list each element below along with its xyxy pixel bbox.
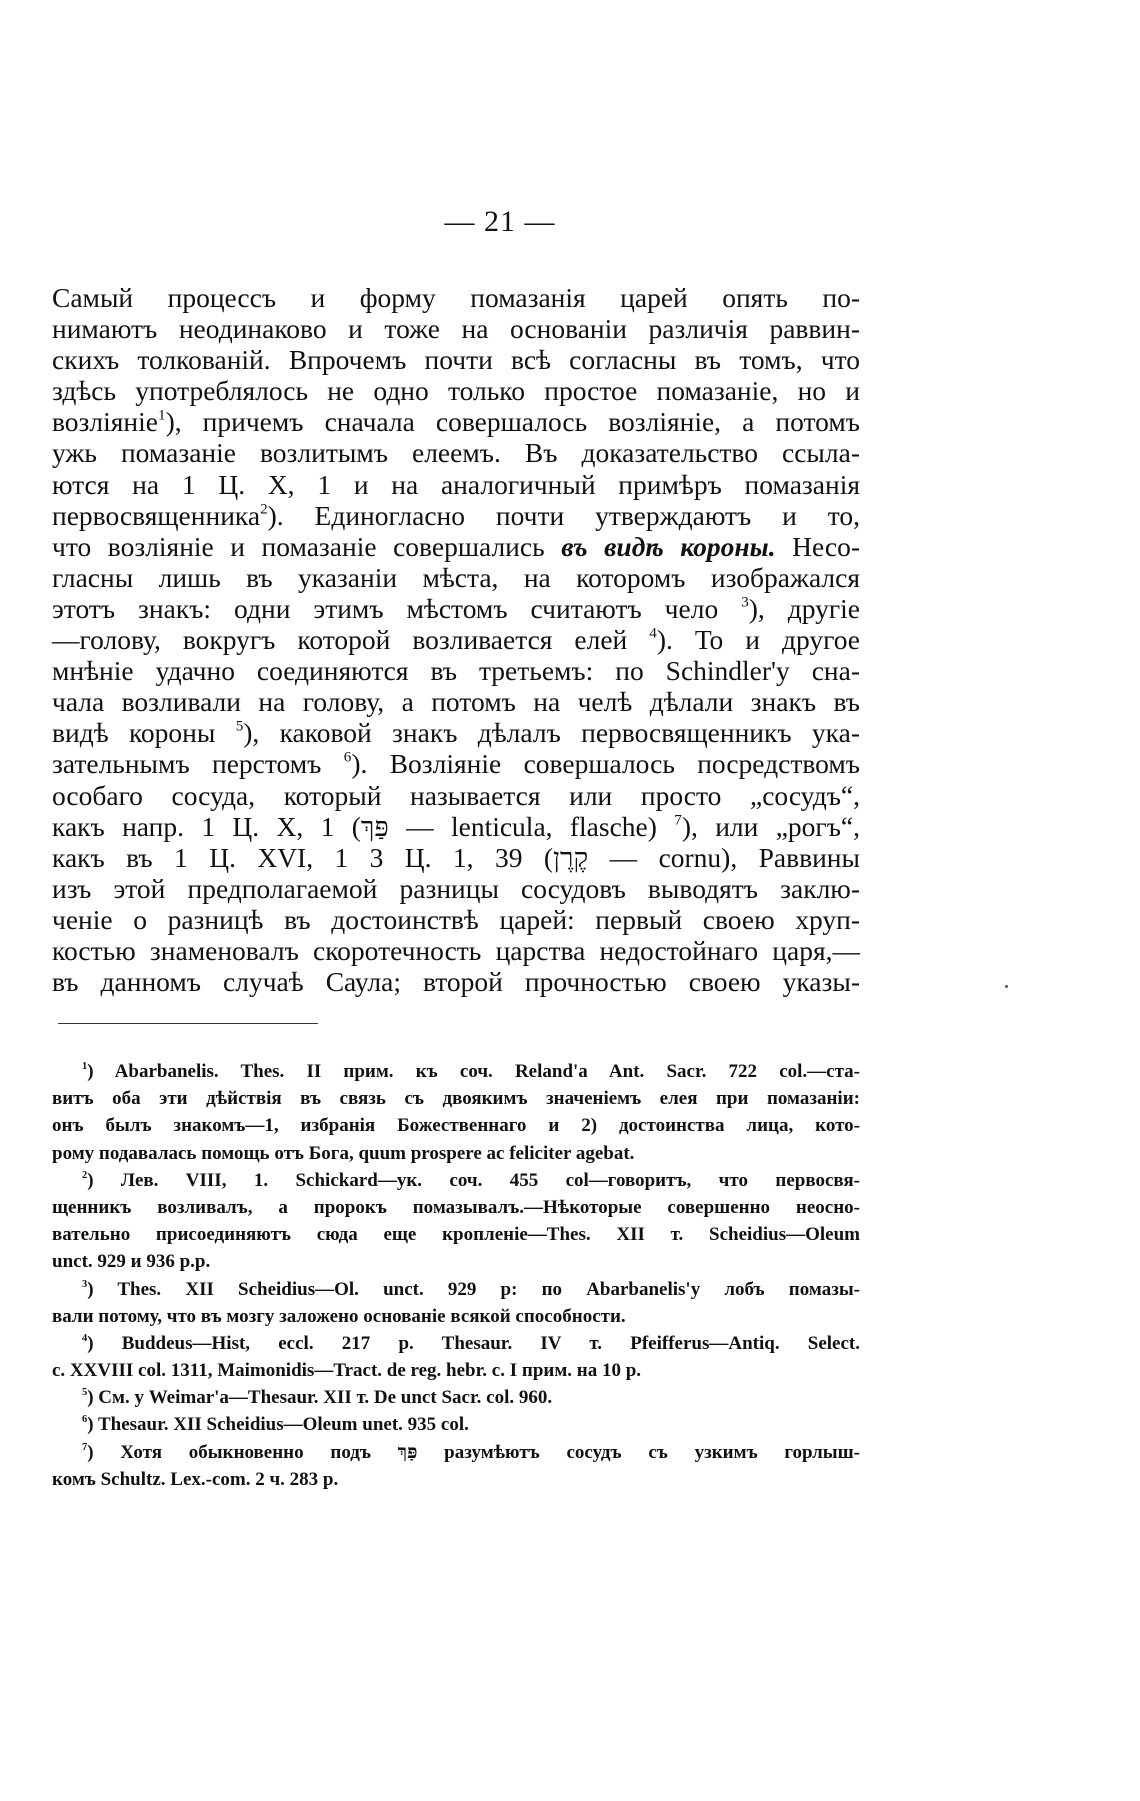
footnote-2 bbox=[52, 1167, 860, 1276]
text-line: какъ въ 1 Ц. XVI, 1 3 Ц. 1, 39 (קֶרֶן — cornu), Раввины bbox=[52, 841, 860, 873]
footnote-marker: 5 bbox=[82, 1387, 88, 1399]
footnote-line: $^6$) Thesaur. XII Scheidius—Oleum unet. 935 col. bbox=[82, 1414, 469, 1436]
footnote-line: онъ былъ знакомъ—1, избранія Божественнаго и 2) достоинства лица, кото- bbox=[52, 1115, 860, 1137]
main-text bbox=[52, 282, 860, 997]
text-line: скихъ толкованій. Впрочемъ почти всѣ согласны въ томъ, что bbox=[52, 344, 860, 376]
footnote-separator bbox=[58, 1023, 318, 1024]
footnote-ref: 7 bbox=[674, 812, 682, 829]
text-line: ченіе о разницѣ въ достоинствѣ царей: первый своею хруп- bbox=[52, 903, 860, 935]
text-line: нимаютъ неодинаково и тоже на основаніи различія раввин- bbox=[52, 313, 860, 345]
footnote-3 bbox=[52, 1276, 860, 1330]
footnote-7 bbox=[52, 1439, 860, 1493]
footnote-line: $^3$) Thes. XII Scheidius—Ol. unct. 929 p: по Abarbanelis'у лобъ помазы- bbox=[82, 1278, 860, 1300]
text-line: Самый процессъ и форму помазанія царей опять по- bbox=[52, 282, 860, 313]
footnote-line: unct. 929 и 936 p.p. bbox=[52, 1251, 211, 1273]
footnote-marker: 6 bbox=[82, 1414, 88, 1426]
footnote-line: рому подавалась помощь отъ Бога, quum prospere ac feliciter agebat. bbox=[52, 1142, 635, 1164]
footnote-line: $^5$) См. у Weimar'a—Thesaur. XII т. De unct Sacr. col. 960. bbox=[82, 1387, 553, 1409]
footnote-line: $^7$) Хотя обыкновенно подъ פַּךְ разумѣютъ сосудъ съ узкимъ горлыш- bbox=[82, 1441, 860, 1463]
text-line: ются на 1 Ц. X, 1 и на аналогичный примѣръ помазанія bbox=[52, 468, 860, 500]
footnote-4 bbox=[52, 1330, 860, 1384]
text-line: что возліяніе и помазаніе совершались въ видѣ короны. Несо- bbox=[52, 530, 861, 562]
text-line: здѣсь употреблялось не одно только простое помазаніе, но и bbox=[52, 375, 860, 407]
text-line: гласны лишь въ указаніи мѣста, на которомъ изображался bbox=[52, 561, 860, 593]
footnote-ref: 4 bbox=[649, 625, 657, 642]
text-line: этотъ знакъ: одни этимъ мѣстомъ считаютъ чело $^3$), другіе bbox=[52, 592, 861, 624]
footnote-marker: 3 bbox=[82, 1278, 88, 1290]
footnote-line: комъ Schultz. Lex.-com. 2 ч. 283 p. bbox=[52, 1468, 339, 1490]
text-line: въ данномъ случаѣ Саула; второй прочностью своею указы- bbox=[52, 966, 860, 998]
text-line: какъ напр. 1 Ц. X, 1 (פַּךְ — lenticula, flasche) $^7$), или „рогъ“, bbox=[52, 810, 860, 842]
text-line: возліяніе$^1$), причемъ сначала совершалось возліяніе, а потомъ bbox=[52, 406, 860, 438]
text-line: первосвященника$^2$). Единогласно почти утверждаютъ и то, bbox=[52, 499, 860, 531]
text-line: изъ этой предполагаемой разницы сосудовъ выводятъ заклю- bbox=[52, 872, 860, 904]
paper-speck bbox=[1005, 985, 1008, 988]
text-line: мнѣніе удачно соединяются въ третьемъ: по Schindler'у сна- bbox=[52, 655, 860, 687]
footnote-6 bbox=[52, 1411, 860, 1438]
footnote-marker: 7 bbox=[82, 1441, 88, 1453]
footnote-line: витъ оба эти дѣйствія въ связь съ двоякимъ значеніемъ елея при помазаніи: bbox=[52, 1088, 860, 1110]
text-line: чала возливали на голову, а потомъ на челѣ дѣлали знакъ въ bbox=[52, 686, 860, 718]
footnote-marker: 1 bbox=[82, 1061, 88, 1073]
text-line: видѣ короны $^5$), каковой знакъ дѣлалъ первосвященникъ ука- bbox=[52, 717, 860, 749]
page-number: — 21 — bbox=[444, 205, 556, 238]
footnote-ref: 3 bbox=[741, 594, 749, 611]
footnotes bbox=[52, 1058, 860, 1493]
footnote-line: $^2$) Лев. VIII, 1. Schickard—ук. соч. 455 col—говоритъ, что первосвя- bbox=[82, 1169, 860, 1191]
footnote-line: вали потому, что въ мозгу заложено основаніе всякой способности. bbox=[52, 1305, 626, 1327]
footnote-ref: 6 bbox=[343, 750, 352, 767]
footnote-line: щенникъ возливалъ, а пророкъ помазывалъ.—Нѣкоторые совершенно неосно- bbox=[52, 1196, 860, 1218]
text-line: ужь помазаніе возлитымъ елеемъ. Въ доказательство ссыла- bbox=[52, 437, 860, 469]
footnote-5 bbox=[52, 1384, 860, 1411]
footnote-line: $^1$) Abarbanelis. Thes. II прим. къ соч. Reland'a Ant. Sacr. 722 col.—ста- bbox=[82, 1061, 860, 1082]
text-line: зательнымъ перстомъ $^6$). Возліяніе совершалось посредствомъ bbox=[52, 748, 861, 780]
footnote-marker: 2 bbox=[82, 1169, 88, 1181]
text-line: костью знаменовалъ скоротечность царства недостойнаго царя,— bbox=[52, 934, 860, 966]
footnote-ref: 5 bbox=[235, 718, 244, 735]
footnote-marker: 4 bbox=[82, 1333, 88, 1345]
footnote-line: $^4$) Buddeus—Hist, eccl. 217 p. Thesaur. IV т. Pfeifferus—Antiq. Select. bbox=[82, 1332, 860, 1354]
footnote-1 bbox=[52, 1058, 860, 1167]
text-line: —голову, вокругъ которой возливается елей $^4$). То и другое bbox=[52, 624, 860, 656]
footnote-line: c. XXVIII col. 1311, Maimonidis—Tract. de reg. hebr. c. I прим. на 10 p. bbox=[52, 1360, 642, 1382]
footnote-ref: 1 bbox=[158, 408, 166, 425]
emphasis: въ видѣ короны. bbox=[561, 530, 776, 562]
text-line: особаго сосуда, который называется или просто „сосудъ“, bbox=[52, 779, 860, 811]
footnote-line: вательно присоединяютъ сюда еще кропленіе—Thes. XII т. Scheidius—Oleum bbox=[52, 1224, 860, 1246]
footnote-ref: 2 bbox=[260, 501, 268, 518]
